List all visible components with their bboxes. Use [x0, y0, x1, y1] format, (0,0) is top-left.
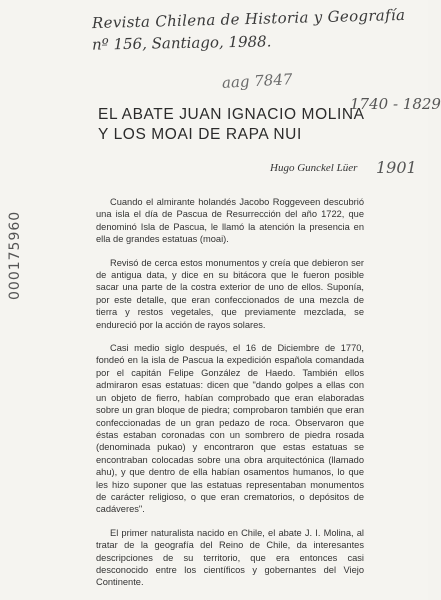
handwritten-reference: aag 7847	[221, 70, 293, 92]
article-author: Hugo Gunckel Lüer	[270, 162, 358, 174]
article-title-line-2: Y LOS MOAI DE RAPA NUI	[98, 126, 302, 143]
article-title-line-1: EL ABATE JUAN IGNACIO MOLINA	[98, 106, 365, 123]
paragraph: El primer naturalista nacido en Chile, el abate J. I. Molina, al tratar de la geografía del Reino de Chile, da interesantes descripciones de su territorio, que era entonces casi desconocido entre los científicos y gobernantes del Viejo Continente.	[96, 527, 364, 588]
handwritten-year-right: 1901	[376, 158, 417, 177]
paragraph: Casi medio siglo después, el 16 de Diciembre de 1770, fondeó en la isla de Pascua la expedición española comandada por el capitán Felipe González de Haedo. También ellos admiraron esas estatuas: dicen que "dando golpes a ellas con un objeto de fierro, habían comprobado que eran elaboradas sobre un gran bloque de piedra; comprobaron también que eran confeccionadas de un gran pedazo de roca. Observaron que éstas estaban coronadas con un sombrero de piedra rosada (denominada pukao) y encontraron que estas estatuas se encontraban colocadas sobre una obra arquitectónica (llamado ahu), y que dentro de ella habían osamentos humanos, lo que les hizo suponer que las estatuas representaban monumentos de carácter religioso, o que eran crematorios, o depósitos de cadáveres".	[96, 343, 364, 515]
paragraph: Revisó de cerca estos monumentos y creía que debieron ser de antigua data, y dice en su bitácora que le fueron posible sacar una parte de la costra exterior de uno de ellos. Suponía, por este detalle, que eran confeccionados de una mezcla de tierra y restos vegetales, que previamente mezclada, se endureció por la acción de rayos solares.	[96, 257, 364, 330]
side-catalog-number: 000175960	[7, 210, 23, 300]
handwritten-years: 1740 - 1829	[350, 95, 441, 113]
article-body	[96, 196, 364, 600]
handwritten-journal-title: Revista Chilena de Historia y Geografía	[91, 5, 406, 33]
paragraph: Cuando el almirante holandés Jacobo Roggeveen descubrió una isla el día de Pascua de Resurrección del año 1722, que denominó Isla de Pascua, le llamó la atención la presencia en ella de grandes estatuas (moai).	[96, 197, 364, 245]
handwritten-issue: nº 156, Santiago, 1988.	[91, 32, 272, 54]
